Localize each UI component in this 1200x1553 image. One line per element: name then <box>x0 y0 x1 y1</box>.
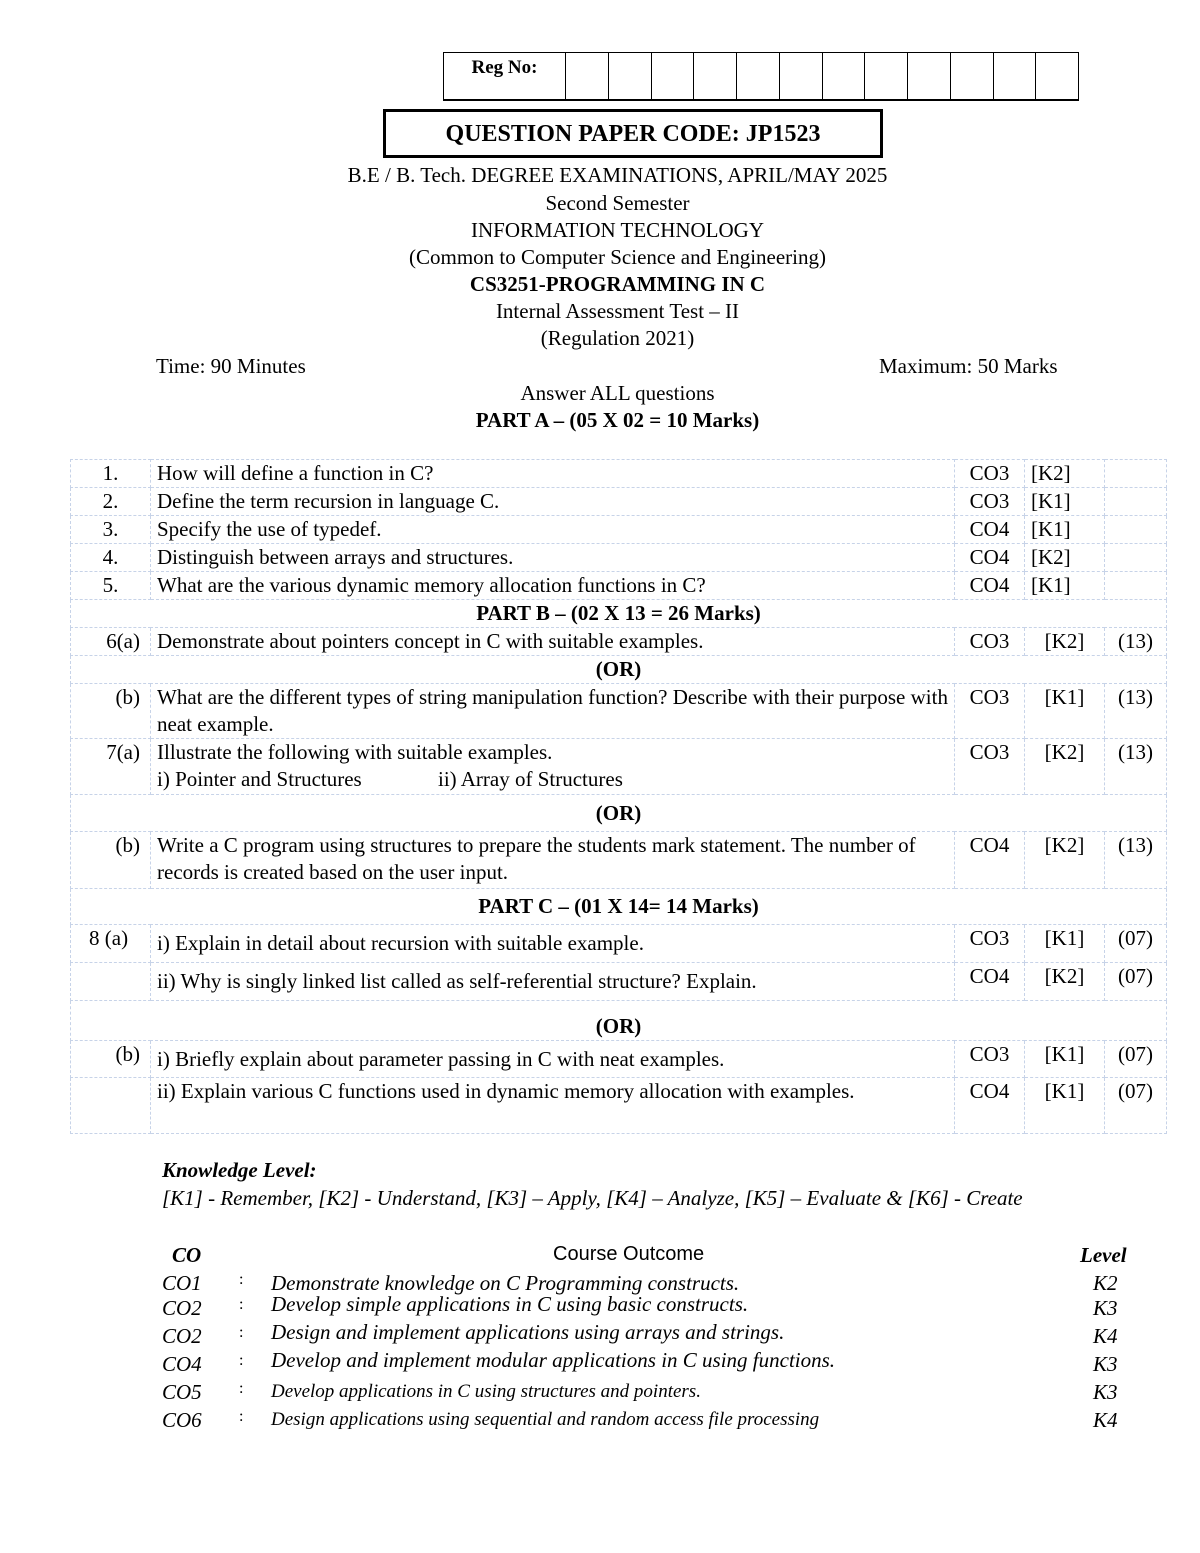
subpart-i: i) Pointer and Structures <box>157 767 362 791</box>
question-number: 7(a) <box>71 739 151 795</box>
time-label: Time: 90 Minutes <box>156 354 306 378</box>
knowledge-level: [K2] <box>1025 739 1105 795</box>
co-code: CO1 <box>162 1271 202 1295</box>
co-description: Develop and implement modular applications in C using functions. <box>271 1348 836 1372</box>
test-name: Internal Assessment Test – II <box>495 299 740 323</box>
question-text: Demonstrate about pointers concept in C with suitable examples. <box>151 628 955 656</box>
co-separator: : <box>239 1271 244 1288</box>
co-code: CO5 <box>162 1380 202 1404</box>
course-outcome: CO4 <box>955 832 1025 889</box>
department: INFORMATION TECHNOLOGY <box>470 218 765 242</box>
table-row <box>71 544 1167 572</box>
co-column-heading: CO <box>172 1243 202 1267</box>
co-level: K4 <box>1093 1408 1118 1432</box>
table-row <box>71 628 1167 656</box>
question-table <box>70 459 1167 1134</box>
knowledge-level-heading: Knowledge Level: <box>162 1158 317 1182</box>
knowledge-level: [K1] <box>1025 488 1105 516</box>
course-outcome: CO3 <box>955 925 1025 963</box>
co-code: CO2 <box>162 1296 202 1320</box>
knowledge-level: [K2] <box>1025 832 1105 889</box>
course-title: CS3251-PROGRAMMING IN C <box>469 272 766 296</box>
co-level: K3 <box>1093 1296 1118 1320</box>
co-row <box>0 1320 1200 1351</box>
co-description: Develop simple applications in C using basic constructs. <box>271 1292 749 1316</box>
co-description: Design applications using sequential and random access file processing <box>271 1409 820 1430</box>
reg-no-cell <box>780 53 823 99</box>
knowledge-level: [K2] <box>1025 460 1105 488</box>
question-number: 4. <box>71 544 151 572</box>
question-number: 2. <box>71 488 151 516</box>
question-text: ii) Why is singly linked list called as self-referential structure? Explain. <box>151 963 955 1001</box>
table-row <box>71 739 1167 795</box>
marks: (07) <box>1105 963 1167 1001</box>
table-row <box>71 516 1167 544</box>
course-outcome: CO3 <box>955 684 1025 739</box>
or-row <box>71 656 1167 684</box>
reg-no-cell <box>994 53 1037 99</box>
marks: (07) <box>1105 1078 1167 1134</box>
or-label: (OR) <box>71 1001 1167 1041</box>
table-row <box>71 925 1167 963</box>
question-text-main: Illustrate the following with suitable examples. <box>157 740 553 764</box>
knowledge-level: [K2] <box>1025 544 1105 572</box>
reg-no-cell <box>652 53 695 99</box>
question-text: i) Briefly explain about parameter passing in C with neat examples. <box>151 1041 955 1078</box>
marks <box>1105 460 1167 488</box>
part-a-title: PART A – (05 X 02 = 10 Marks) <box>475 408 760 432</box>
reg-no-cell <box>566 53 609 99</box>
knowledge-level-legend: [K1] - Remember, [K2] - Understand, [K3] – Apply, [K4] – Analyze, [K5] – Evaluate & [K6] - Create <box>162 1186 1023 1210</box>
co-level: K2 <box>1093 1271 1118 1295</box>
question-number: (b) <box>71 1041 151 1078</box>
table-row <box>71 488 1167 516</box>
question-number: 5. <box>71 572 151 600</box>
max-marks-label: Maximum: 50 Marks <box>879 354 1058 378</box>
table-row <box>71 1078 1167 1134</box>
knowledge-level: [K1] <box>1025 516 1105 544</box>
reg-no-cell <box>737 53 780 99</box>
part-b-title-row <box>71 600 1167 628</box>
co-level: K4 <box>1093 1324 1118 1348</box>
question-text: How will define a function in C? <box>151 460 955 488</box>
knowledge-level: [K1] <box>1025 1041 1105 1078</box>
marks: (13) <box>1105 628 1167 656</box>
table-row <box>71 1041 1167 1078</box>
table-row <box>71 572 1167 600</box>
co-level: K3 <box>1093 1352 1118 1376</box>
knowledge-level: [K2] <box>1025 628 1105 656</box>
co-row <box>0 1348 1200 1379</box>
question-number <box>71 1078 151 1134</box>
co-row <box>0 1408 1200 1435</box>
co-description: Develop applications in C using structures and pointers. <box>271 1381 701 1402</box>
marks <box>1105 572 1167 600</box>
question-text: i) Explain in detail about recursion with suitable example. <box>151 925 955 963</box>
subpart-ii: ii) Array of Structures <box>438 767 623 791</box>
reg-no-cell <box>823 53 866 99</box>
knowledge-level: [K1] <box>1025 925 1105 963</box>
common-note: (Common to Computer Science and Engineering) <box>409 245 826 269</box>
or-row <box>71 1001 1167 1041</box>
course-outcome: CO4 <box>955 544 1025 572</box>
knowledge-level: [K1] <box>1025 1078 1105 1134</box>
reg-no-cell <box>951 53 994 99</box>
question-number: 6(a) <box>71 628 151 656</box>
course-outcome: CO3 <box>955 460 1025 488</box>
reg-no-cell <box>609 53 652 99</box>
marks: (13) <box>1105 684 1167 739</box>
reg-no-cell <box>1036 53 1078 99</box>
marks <box>1105 488 1167 516</box>
or-label: (OR) <box>71 656 1167 684</box>
reg-no-box <box>443 52 1079 101</box>
co-code: CO4 <box>162 1352 202 1376</box>
course-outcome: CO3 <box>955 488 1025 516</box>
question-text: Write a C program using structures to prepare the students mark statement. The number of records is created based on the user input. <box>151 832 955 889</box>
reg-no-label: Reg No: <box>444 53 566 99</box>
co-separator: : <box>239 1408 244 1425</box>
paper-code-box: QUESTION PAPER CODE: JP1523 <box>383 109 883 158</box>
co-description: Design and implement applications using arrays and strings. <box>271 1320 785 1344</box>
co-row <box>0 1380 1200 1407</box>
part-c-title-row <box>71 889 1167 925</box>
question-number: (b) <box>71 832 151 889</box>
knowledge-level: [K1] <box>1025 572 1105 600</box>
table-row <box>71 963 1167 1001</box>
question-text: What are the various dynamic memory allocation functions in C? <box>151 572 955 600</box>
co-separator: : <box>239 1324 244 1341</box>
part-b-title: PART B – (02 X 13 = 26 Marks) <box>71 600 1167 628</box>
course-outcome: CO4 <box>955 516 1025 544</box>
course-outcome: CO4 <box>955 1078 1025 1134</box>
or-label: (OR) <box>71 795 1167 832</box>
exam-title: B.E / B. Tech. DEGREE EXAMINATIONS, APRIL/MAY 2025 <box>347 163 888 187</box>
table-row <box>71 460 1167 488</box>
reg-no-cell <box>865 53 908 99</box>
question-text <box>151 739 955 795</box>
marks <box>1105 544 1167 572</box>
question-number: 8 (a) <box>71 925 151 963</box>
marks: (13) <box>1105 832 1167 889</box>
regulation: (Regulation 2021) <box>540 326 695 350</box>
level-column-heading: Level <box>1080 1243 1127 1267</box>
marks <box>1105 516 1167 544</box>
co-code: CO6 <box>162 1408 202 1432</box>
question-number: 3. <box>71 516 151 544</box>
course-outcome-heading: Course Outcome <box>553 1243 705 1265</box>
marks: (13) <box>1105 739 1167 795</box>
knowledge-level: [K1] <box>1025 684 1105 739</box>
course-outcome: CO4 <box>955 572 1025 600</box>
question-text: Specify the use of typedef. <box>151 516 955 544</box>
or-row <box>71 795 1167 832</box>
co-separator: : <box>239 1380 244 1397</box>
co-level: K3 <box>1093 1380 1118 1404</box>
course-outcome: CO3 <box>955 739 1025 795</box>
co-separator: : <box>239 1352 244 1369</box>
marks: (07) <box>1105 1041 1167 1078</box>
question-text: Distinguish between arrays and structures. <box>151 544 955 572</box>
part-c-title: PART C – (01 X 14= 14 Marks) <box>71 889 1167 925</box>
question-number: 1. <box>71 460 151 488</box>
course-outcome: CO4 <box>955 963 1025 1001</box>
instruction: Answer ALL questions <box>520 381 715 405</box>
co-row <box>0 1292 1200 1323</box>
course-outcome: CO3 <box>955 628 1025 656</box>
reg-no-cell <box>908 53 951 99</box>
table-row <box>71 684 1167 739</box>
reg-no-cell <box>694 53 737 99</box>
marks: (07) <box>1105 925 1167 963</box>
question-number: (b) <box>71 684 151 739</box>
co-description: Demonstrate knowledge on C Programming constructs. <box>271 1271 740 1295</box>
question-text: What are the different types of string manipulation function? Describe with their purpose with neat example. <box>151 684 955 739</box>
question-text: Define the term recursion in language C. <box>151 488 955 516</box>
co-code: CO2 <box>162 1324 202 1348</box>
table-row <box>71 832 1167 889</box>
knowledge-level: [K2] <box>1025 963 1105 1001</box>
course-outcome: CO3 <box>955 1041 1025 1078</box>
question-subparts <box>157 766 948 793</box>
question-text: ii) Explain various C functions used in dynamic memory allocation with examples. <box>151 1078 955 1134</box>
semester: Second Semester <box>545 191 690 215</box>
question-number <box>71 963 151 1001</box>
co-separator: : <box>239 1296 244 1313</box>
